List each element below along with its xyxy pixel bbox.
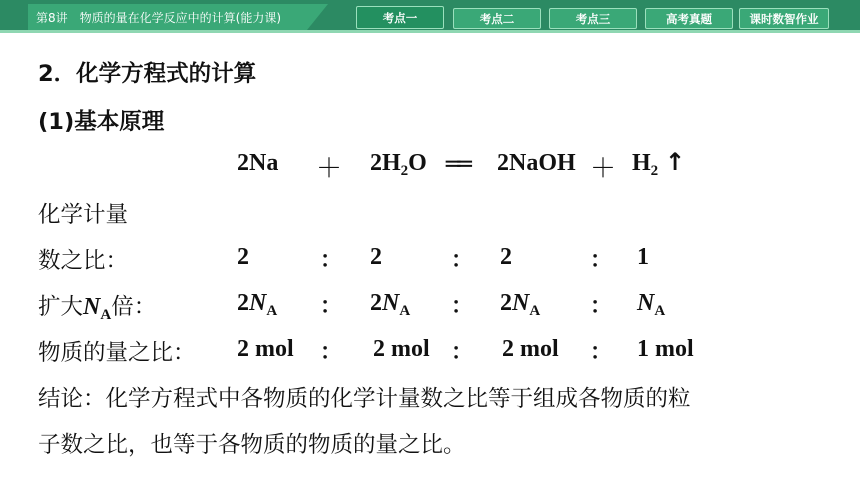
header-bar (0, 0, 860, 38)
ratio-colon: ： (451, 248, 474, 273)
tab-kaodian-3[interactable]: 考点三 (549, 8, 637, 29)
gas-up-arrow-icon: ↑ (665, 148, 686, 176)
row-value: 2 mol (502, 336, 559, 362)
lesson-title: 第8讲 物质的量在化学反应中的计算(能力课) (36, 11, 281, 25)
tab-homework[interactable]: 课时数智作业 (739, 8, 829, 29)
ratio-colon: ： (451, 294, 474, 319)
conclusion-line-1: 结论：化学方程式中各物质的化学计量数之比等于组成各物质的粒 (38, 386, 691, 412)
row-label-coef: 化学计量 (38, 202, 129, 228)
row-value: $2N_A$ (500, 290, 541, 319)
ratio-colon: ： (320, 340, 343, 365)
eq-plus-2: ＋ (590, 154, 617, 184)
row-value: 2 mol (373, 336, 430, 362)
row-value: 2 (237, 244, 249, 270)
header-accent-stripe (0, 30, 860, 33)
eq-term-sodium: 2Na (237, 150, 279, 176)
eq-plus-1: ＋ (316, 154, 343, 184)
row-label: 数之比： (38, 248, 129, 274)
row-value: 1 mol (637, 336, 694, 362)
row-value: $N_A$ (637, 290, 666, 319)
row-value: $2N_A$ (237, 290, 278, 319)
row-value: 2 (370, 244, 382, 270)
ratio-colon: ： (590, 340, 613, 365)
ratio-colon: ： (590, 248, 613, 273)
row-value: 2 (500, 244, 512, 270)
ratio-colon: ： (320, 294, 343, 319)
row-label-avogadro: 扩大$N_A$倍： (38, 294, 157, 323)
tab-kaodian-2[interactable]: 考点二 (453, 8, 541, 29)
eq-term-naoh: 2NaOH (497, 150, 576, 176)
row-value: 2 mol (237, 336, 294, 362)
conclusion-line-2: 子数之比，也等于各物质的物质的量之比。 (38, 432, 466, 458)
ratio-colon: ： (451, 340, 474, 365)
row-value: $2N_A$ (370, 290, 411, 319)
ratio-colon: ： (590, 294, 613, 319)
eq-term-hydrogen: $H_2$ (632, 150, 659, 179)
eq-reaction-arrow: ══ (446, 150, 469, 178)
row-label: 物质的量之比： (38, 340, 196, 366)
ratio-colon: ： (320, 248, 343, 273)
row-value: 1 (637, 244, 649, 270)
tab-kaodian-1[interactable]: 考点一 (356, 6, 444, 29)
tab-gaokao-zhenti[interactable]: 高考真题 (645, 8, 733, 29)
section-heading: 2．化学方程式的计算 (38, 61, 257, 87)
eq-term-water: $2H_2O$ (370, 150, 427, 179)
subheading: (1)基本原理 (38, 109, 165, 135)
